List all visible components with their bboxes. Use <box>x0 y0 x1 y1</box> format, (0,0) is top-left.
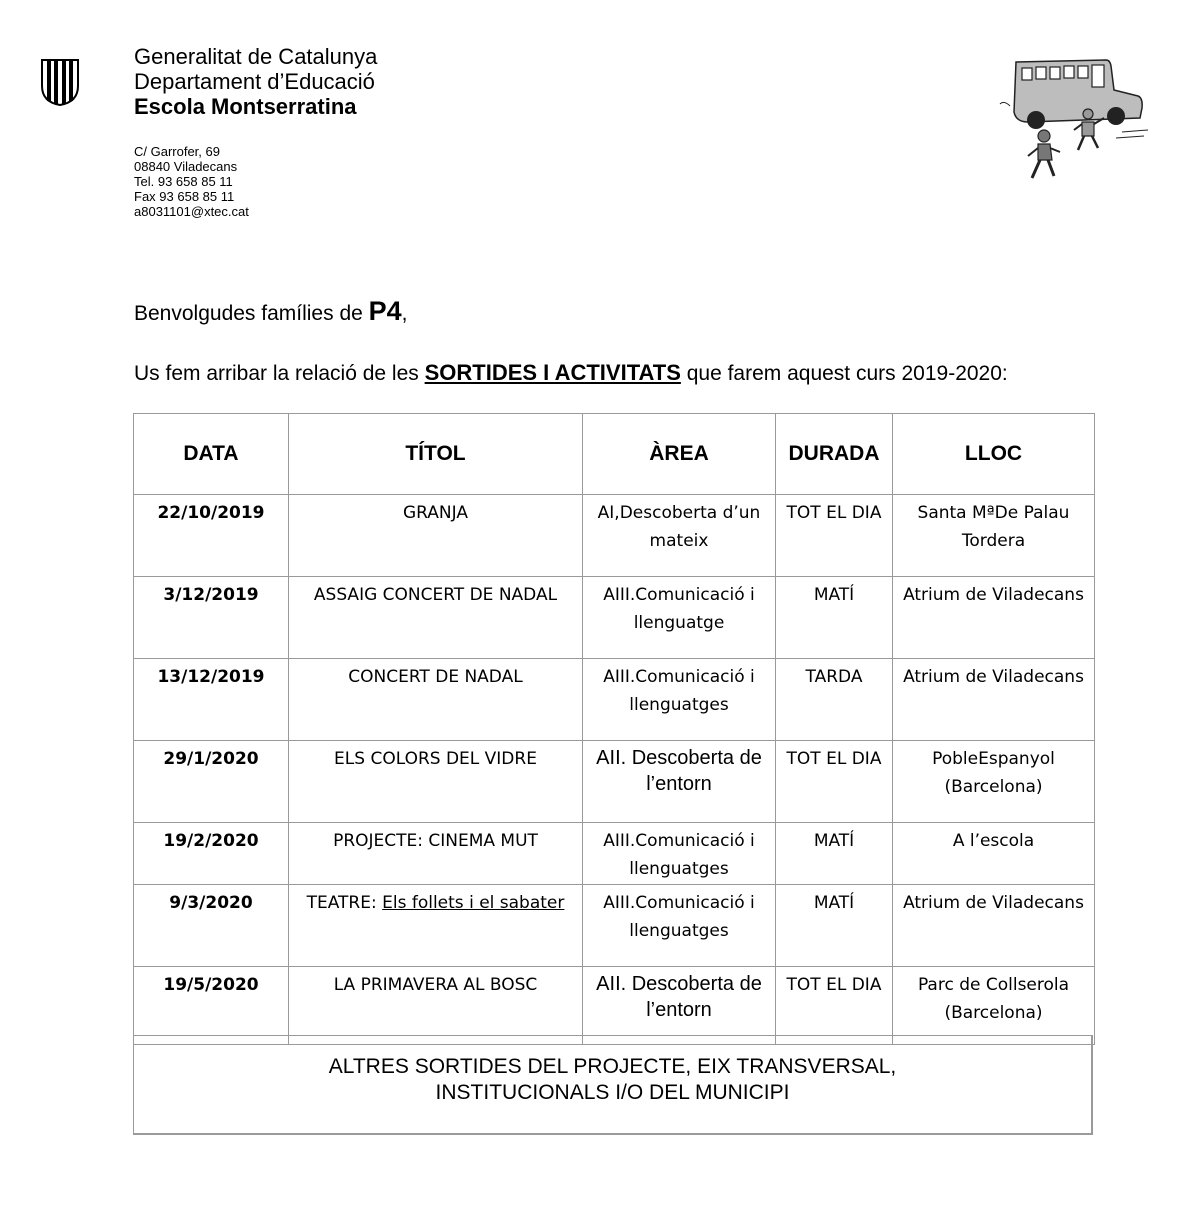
cell-area: AII. Descoberta de l’entorn <box>583 741 776 823</box>
table-row <box>134 823 1095 885</box>
cell-duration: TOT EL DIA <box>776 967 893 1045</box>
intro-before: Us fem arribar la relació de les <box>134 362 425 385</box>
cell-duration: TOT EL DIA <box>776 495 893 577</box>
cell-duration: TOT EL DIA <box>776 741 893 823</box>
greeting <box>134 296 408 327</box>
other-outings-note <box>133 1035 1093 1135</box>
cell-title <box>289 885 583 967</box>
org-header <box>134 44 377 119</box>
intro-highlight: SORTIDES I ACTIVITATS <box>424 360 681 385</box>
table-row <box>134 741 1095 823</box>
cell-date: 19/2/2020 <box>134 823 289 885</box>
header-area: ÀREA <box>583 414 776 495</box>
cell-place: Atrium de Viladecans <box>893 885 1095 967</box>
cell-place: A l’escola <box>893 823 1095 885</box>
cell-area: AIII.Comunicació i llenguatges <box>583 885 776 967</box>
cell-date: 19/5/2020 <box>134 967 289 1045</box>
cell-duration: TARDA <box>776 659 893 741</box>
cell-date: 22/10/2019 <box>134 495 289 577</box>
intro-after: que farem aquest curs 2019-2020: <box>680 362 1008 385</box>
school-name: Escola Montserratina <box>134 94 357 119</box>
cell-title: GRANJA <box>289 495 583 577</box>
intro-text <box>134 360 1008 386</box>
greeting-suffix: , <box>401 302 408 325</box>
cell-title: ELS COLORS DEL VIDRE <box>289 741 583 823</box>
cell-area: AII. Descoberta de l’entorn <box>583 967 776 1045</box>
cell-area: AI,Descoberta d’un mateix <box>583 495 776 577</box>
address-email: a8031101@xtec.cat <box>134 204 249 219</box>
greeting-prefix: Benvolgudes famílies de <box>134 302 369 325</box>
cell-area: AIII.Comunicació i llenguatges <box>583 659 776 741</box>
footer-line1: ALTRES SORTIDES DEL PROJECTE, EIX TRANSVERSAL, <box>328 1055 897 1078</box>
cell-date: 13/12/2019 <box>134 659 289 741</box>
table-row <box>134 885 1095 967</box>
org-line1: Generalitat de Catalunya <box>134 44 378 69</box>
cell-duration: MATÍ <box>776 823 893 885</box>
cell-title: ASSAIG CONCERT DE NADAL <box>289 577 583 659</box>
footer-line2: INSTITUCIONALS I/O DEL MUNICIPI <box>435 1081 790 1104</box>
cell-place: Atrium de Viladecans <box>893 577 1095 659</box>
catalan-senyera-emblem-icon <box>38 58 82 106</box>
header-place: LLOC <box>893 414 1095 495</box>
cell-duration: MATÍ <box>776 577 893 659</box>
address-city: 08840 Viladecans <box>134 159 238 174</box>
cell-area: AIII.Comunicació i llenguatge <box>583 577 776 659</box>
address-phone: Tel. 93 658 85 11 <box>134 174 233 189</box>
table-row <box>134 659 1095 741</box>
school-bus-children-icon <box>998 52 1150 186</box>
cell-place: Santa MªDe Palau Tordera <box>893 495 1095 577</box>
table-header-row <box>134 414 1095 495</box>
org-line2: Departament d’Educació <box>134 69 375 94</box>
class-name: P4 <box>368 296 402 326</box>
cell-place: PobleEspanyol (Barcelona) <box>893 741 1095 823</box>
table-row <box>134 967 1095 1045</box>
address-street: C/ Garrofer, 69 <box>134 144 220 159</box>
cell-title: PROJECTE: CINEMA MUT <box>289 823 583 885</box>
header-date: DATA <box>134 414 289 495</box>
header-duration: DURADA <box>776 414 893 495</box>
cell-title: CONCERT DE NADAL <box>289 659 583 741</box>
header-title: TÍTOL <box>289 414 583 495</box>
cell-date: 3/12/2019 <box>134 577 289 659</box>
cell-duration: MATÍ <box>776 885 893 967</box>
school-address <box>134 144 249 219</box>
address-fax: Fax 93 658 85 11 <box>134 189 235 204</box>
table-row <box>134 495 1095 577</box>
table-row <box>134 577 1095 659</box>
cell-place: Parc de Collserola (Barcelona) <box>893 967 1095 1045</box>
title-underlined: Els follets i el sabater <box>382 893 565 913</box>
cell-title: LA PRIMAVERA AL BOSC <box>289 967 583 1045</box>
cell-area: AIII.Comunicació i llenguatges <box>583 823 776 885</box>
cell-place: Atrium de Viladecans <box>893 659 1095 741</box>
activities-table <box>133 413 1095 1045</box>
cell-date: 9/3/2020 <box>134 885 289 967</box>
title-prefix: TEATRE: <box>306 893 383 913</box>
cell-date: 29/1/2020 <box>134 741 289 823</box>
